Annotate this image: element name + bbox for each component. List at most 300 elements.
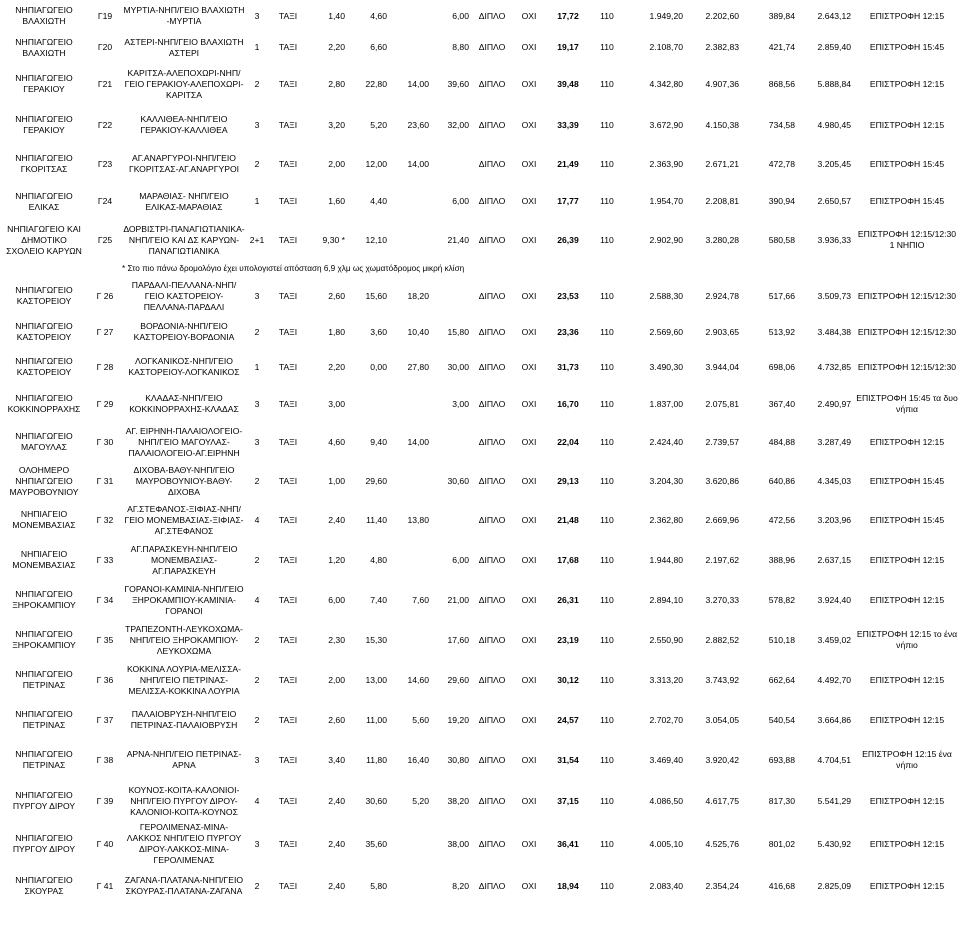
cell-route: ΚΑΡΙΤΣΑ-ΑΛΕΠΟΧΩΡΙ-ΝΗΠ/ΓΕΙΟ ΓΕΡΑΚΙΟΥ-ΑΛΕΠΟΧΩΡΙ-ΚΑΡΙΤΣΑ [124,67,244,100]
cell-route: ΚΛΑΔΑΣ-ΝΗΠ/ΓΕΙΟ ΚΟΚΚΙΝΟΡΡΑΧΗΣ-ΚΛΑΔΑΣ [129,393,239,414]
cell-school: ΝΗΠΙΑΓΩΓΕΙΟ ΠΕΤΡΙΝΑΣ [15,709,73,730]
cell-cost-c: 640,86 [768,475,795,486]
cell-code: Γ19 [97,10,113,21]
cell-cost-b: 3.270,33 [705,594,739,605]
cell-km-total: 6,00 [452,554,469,565]
cell-km-empty: 2,40 [328,838,345,849]
cell-type: ΔΙΠΛΟ [478,10,506,21]
cell-cost-d: 5.541,29 [817,795,851,806]
cell-cost-c: 698,06 [768,361,795,372]
cell-cost-c: 817,30 [768,795,795,806]
cell-cost-a: 3.469,40 [649,754,683,765]
cell-cost-day: 17,77 [557,196,579,206]
cell-km-a: 0,00 [370,361,387,372]
cell-students: 3 [254,398,260,409]
cell-cost-c: 734,58 [768,119,795,130]
cell-km-total: 39,60 [447,78,469,89]
cell-km-b: 27,80 [407,361,429,372]
cell-km-empty: 2,40 [328,514,345,525]
cell-school: ΝΗΠΙΑΓΩΓΕΙΟ ΠΥΡΓΟΥ ΔΙΡΟΥ [12,790,76,811]
cell-school: ΝΗΠΙΑΓΩΓΕΙΟ ΣΚΟΥΡΑΣ [15,875,73,896]
cell-days: 110 [600,42,614,52]
cell-vehicle: ΤΑΞΙ [278,398,298,409]
cell-cost-a: 2.363,90 [649,158,683,169]
cell-km-a: 9,40 [370,436,387,447]
cell-vehicle: ΤΑΞΙ [278,119,298,130]
cell-cost-b: 4.525,76 [705,838,739,849]
cell-school: ΝΗΠΙΑΓΩΓΕΙΟ ΚΑΣΤΟΡΕΙΟΥ [15,285,73,306]
cell-return: ΕΠΙΣΤΡΟΦΗ 15:45 [869,42,945,52]
cell-km-a [348,386,390,422]
table-row [0,220,960,260]
cell-code: Γ 36 [96,674,114,685]
cell-accompany: ΟΧΙ [521,714,537,725]
cell-students: 4 [254,594,260,605]
cell-school: ΝΗΠΙΑΓΩΓΕΙΟ ΚΑΣΤΟΡΕΙΟΥ [15,321,73,342]
cell-km-total: 6,00 [452,10,469,21]
cell-vehicle: ΤΑΞΙ [278,290,298,301]
cell-cost-b: 2.924,78 [705,290,739,301]
cell-km-a: 11,00 [366,714,387,725]
cell-route: ΜΑΡΑΘΙΑΣ- ΝΗΠ/ΓΕΙΟ ΕΛΙΚΑΣ-ΜΑΡΑΘΙΑΣ [139,190,229,212]
cell-type: ΔΙΠΛΟ [478,475,506,486]
cell-cost-c: 367,40 [768,398,795,409]
cell-school: ΟΛΟΗΜΕΡΟ ΝΗΠΙΑΓΩΓΕΙΟ ΜΑΥΡΟΒΟΥΝΙΟΥ [9,464,79,497]
cell-km-b [390,822,432,866]
table-row [0,422,960,462]
cell-cost-a: 2.083,40 [649,880,683,891]
cell-code: Γ 29 [96,398,114,409]
cell-route: ΑΓ.ΑΝΑΡΓΥΡΟΙ-ΝΗΠ/ΓΕΙΟ ΓΚΟΡΙΤΣΑΣ-ΑΓ.ΑΝΑΡΓΥΡΟΙ [128,153,240,174]
cell-cost-a: 2.108,70 [649,42,683,52]
cell-vehicle: ΤΑΞΙ [278,42,298,52]
cell-cost-a: 2.424,40 [649,436,683,447]
cell-vehicle: ΤΑΞΙ [278,754,298,765]
table-row [0,580,960,620]
cell-km-b: 16,40 [407,754,429,765]
cell-cost-c: 472,78 [768,158,795,169]
cell-cost-b: 2.903,65 [705,326,739,337]
cell-cost-d: 4.492,70 [817,674,851,685]
cell-cost-d: 3.936,33 [817,234,851,245]
cell-cost-a: 2.569,60 [649,326,683,337]
cell-accompany: ΟΧΙ [521,158,537,169]
cell-type: ΔΙΠΛΟ [478,795,506,806]
cell-km-total: 29,60 [447,674,469,685]
cell-accompany: ΟΧΙ [521,234,537,245]
cell-cost-a: 2.894,10 [649,594,683,605]
cell-cost-d: 3.205,45 [817,158,851,169]
cell-school: ΝΗΠΙΑΓΩΓΕΙΟ ΠΕΤΡΙΝΑΣ [15,749,73,770]
cell-return: ΕΠΙΣΤΡΟΦΗ 12:15 το ένα νήπιο [856,629,958,650]
cell-cost-c: 868,56 [768,78,795,89]
cell-cost-c: 510,18 [768,634,795,645]
cell-accompany: ΟΧΙ [521,838,537,849]
cell-type: ΔΙΠΛΟ [478,196,506,206]
table-row [0,276,960,316]
cell-type: ΔΙΠΛΟ [478,754,506,765]
cell-route: ΚΟΚΚΙΝΑ ΛΟΥΡΙΑ-ΜΕΛΙΣΣΑ-ΝΗΠ/ΓΕΙΟ ΠΕΤΡΙΝΑΣ-ΜΕΛΙΣΣΑ-ΚΟΚΚΙΝΑ ΛΟΥΡΙΑ [126,663,242,696]
cell-vehicle: ΤΑΞΙ [278,795,298,806]
table-row [0,32,960,63]
cell-cost-a: 3.204,30 [649,475,683,486]
cell-cost-c: 580,58 [768,234,795,245]
cell-days: 110 [600,361,614,372]
cell-days: 110 [600,880,614,891]
cell-cost-b: 4.617,75 [705,795,739,806]
cell-students: 2 [254,674,260,685]
cell-km-a: 7,40 [370,594,387,605]
cell-cost-day: 23,36 [557,326,579,337]
cell-cost-b: 2.671,21 [705,158,739,169]
cell-return: ΕΠΙΣΤΡΟΦΗ 15:45 [869,196,945,206]
cell-vehicle: ΤΑΞΙ [278,475,298,486]
cell-km-b: 10,40 [407,326,429,337]
cell-cost-c: 693,88 [768,754,795,765]
cell-km-total: 21,00 [447,594,469,605]
table-row [0,145,960,183]
cell-cost-a: 1.837,00 [649,398,683,409]
cell-km-empty: 3,20 [328,119,345,130]
cell-school: ΝΗΠΙΑΓΩΓΕΙΟ ΚΟΚΚΙΝΟΡΡΑΧΗΣ [7,393,81,414]
cell-days: 110 [600,196,614,206]
cell-type: ΔΙΠΛΟ [478,78,506,89]
cell-km-b: 18,20 [407,290,429,301]
cell-accompany: ΟΧΙ [521,326,537,337]
cell-days: 110 [600,158,614,169]
cell-route: ΖΑΓΑΝΑ-ΠΛΑΤΑΝΑ-ΝΗΠ/ΓΕΙΟ ΣΚΟΥΡΑΣ-ΠΛΑΤΑΝΑ-ΖΑΓΑΝΑ [124,875,244,896]
table-row [0,866,960,906]
cell-days: 110 [600,795,614,806]
cell-km-b: 14,00 [407,158,429,169]
cell-students: 2 [254,880,260,891]
cell-accompany: ΟΧΙ [521,754,537,765]
cell-vehicle: ΤΑΞΙ [278,594,298,605]
cell-km-total: 17,60 [447,634,469,645]
cell-km-b: 23,60 [407,119,429,130]
cell-km-total: 19,20 [447,714,469,725]
cell-accompany: ΟΧΙ [521,42,537,52]
cell-cost-day: 23,53 [557,290,579,301]
cell-cost-day: 31,73 [557,361,579,372]
cell-code: Γ 40 [96,838,114,849]
cell-cost-b: 2.382,83 [705,42,739,52]
cell-students: 3 [254,754,260,765]
cell-cost-day: 33,39 [557,119,579,130]
cell-school: ΝΗΠΙΑΓΩΓΕΙΟ ΒΛΑΧΙΩΤΗ [15,36,73,58]
cell-code: Γ 28 [96,361,114,372]
cell-cost-day: 26,31 [557,594,579,605]
cell-students: 2 [254,326,260,337]
cell-km-a: 4,80 [370,554,387,565]
cell-km-b [390,0,432,32]
cell-return: ΕΠΙΣΤΡΟΦΗ 15:45 τα δυο νήπια [856,393,958,414]
cell-return: ΕΠΙΣΤΡΟΦΗ 12:15/12:30 [857,290,957,301]
cell-cost-a: 4.342,80 [649,78,683,89]
cell-cost-a: 3.313,20 [649,674,683,685]
cell-vehicle: ΤΑΞΙ [278,436,298,447]
cell-return: ΕΠΙΣΤΡΟΦΗ 12:15/12:30 1 ΝΗΠΙΟ [857,229,957,250]
cell-vehicle: ΤΑΞΙ [278,326,298,337]
cell-days: 110 [600,754,614,765]
cell-km-empty: 1,80 [328,326,345,337]
cell-school: ΝΗΠΙΑΓΩΓΕΙΟ ΞΗΡΟΚΑΜΠΙΟΥ [12,629,76,650]
cell-code: Γ 39 [96,795,114,806]
cell-cost-a: 1.954,70 [649,196,683,206]
cell-return: ΕΠΙΣΤΡΟΦΗ 12:15 [869,795,945,806]
cell-km-total: 15,80 [447,326,469,337]
cell-cost-b: 3.280,28 [705,234,739,245]
cell-km-total: 30,00 [447,361,469,372]
cell-code: Γ 41 [96,880,114,891]
cell-route: ΛΟΓΚΑΝΙΚΟΣ-ΝΗΠ/ΓΕΙΟ ΚΑΣΤΟΡΕΙΟΥ-ΛΟΓΚΑΝΙΚΟΣ [128,356,240,377]
cell-return: ΕΠΙΣΤΡΟΦΗ 12:15 [869,594,945,605]
cell-cost-b: 2.208,81 [705,196,739,206]
cell-cost-c: 801,02 [768,838,795,849]
cell-cost-b: 2.739,57 [705,436,739,447]
cell-km-empty: 2,40 [328,880,345,891]
cell-days: 110 [600,714,614,725]
cell-km-total: 8,80 [452,42,469,52]
cell-cost-a: 2.702,70 [649,714,683,725]
cell-km-a: 30,60 [365,795,387,806]
cell-km-b: 14,60 [407,674,429,685]
cell-cost-day: 19,17 [557,42,579,52]
cell-accompany: ΟΧΙ [521,634,537,645]
cell-vehicle: ΤΑΞΙ [278,838,298,849]
cell-cost-day: 30,12 [557,674,579,685]
cell-cost-a: 2.588,30 [649,290,683,301]
cell-cost-b: 2.075,81 [705,398,739,409]
cell-cost-b: 3.054,05 [705,714,739,725]
cell-days: 110 [600,398,614,409]
cell-return: ΕΠΙΣΤΡΟΦΗ 12:15 [869,714,945,725]
cell-cost-c: 540,54 [768,714,795,725]
cell-days: 110 [600,594,614,605]
cell-code: Γ 33 [96,554,114,565]
cell-cost-b: 2.669,96 [705,514,739,525]
table-row [0,740,960,780]
cell-km-a: 11,40 [366,514,387,525]
cell-cost-day: 18,94 [557,880,579,891]
cell-route: ΠΑΡΔΑΛΙ-ΠΕΛΛΑΝΑ-ΝΗΠ/ΓΕΙΟ ΚΑΣΤΟΡΕΙΟΥ-ΠΕΛΛΑΝΑ-ΠΑΡΔΑΛΙ [131,279,237,312]
cell-school: ΝΗΠΙΑΓΩΓΕΙΟ ΜΑΓΟΥΛΑΣ [15,431,73,452]
table-row [0,620,960,660]
cell-cost-d: 2.490,97 [817,398,851,409]
cell-km-empty: 2,30 [328,634,345,645]
cell-cost-c: 484,88 [768,436,795,447]
cell-cost-d: 2.637,15 [817,554,851,565]
cell-accompany: ΟΧΙ [521,674,537,685]
cell-cost-day: 22,04 [557,436,579,447]
cell-code: Γ 38 [96,754,114,765]
cell-cost-b: 2.882,52 [705,634,739,645]
cell-days: 110 [600,290,614,301]
cell-cost-day: 17,72 [557,10,579,21]
cell-cost-b: 2.354,24 [705,880,739,891]
cell-km-a: 22,80 [365,78,387,89]
cell-km-total [432,276,472,316]
cell-cost-d: 2.643,12 [817,10,851,21]
table-row [0,780,960,822]
cell-days: 110 [600,10,614,21]
cell-accompany: ΟΧΙ [521,594,537,605]
cell-vehicle: ΤΑΞΙ [278,158,298,169]
cell-km-b [390,386,432,422]
cell-km-total: 21,40 [447,234,469,245]
table-row [0,540,960,580]
cell-school: ΝΗΠΙΑΓΩΓΕΙΟ ΚΑΙ ΔΗΜΟΤΙΚΟ ΣΧΟΛΕΙΟ ΚΑΡΥΩΝ [6,223,82,256]
cell-cost-b: 2.197,62 [705,554,739,565]
cell-accompany: ΟΧΙ [521,196,537,206]
cell-km-a: 3,60 [370,326,387,337]
cell-type: ΔΙΠΛΟ [478,514,506,525]
cell-cost-c: 416,68 [768,880,795,891]
cell-code: Γ24 [97,196,113,206]
cell-type: ΔΙΠΛΟ [478,594,506,605]
cell-accompany: ΟΧΙ [521,554,537,565]
cell-cost-d: 3.484,38 [817,326,851,337]
cell-cost-a: 2.902,90 [649,234,683,245]
cell-cost-a: 3.490,30 [649,361,683,372]
cell-cost-day: 37,15 [557,795,579,806]
cell-return: ΕΠΙΣΤΡΟΦΗ 15:45 [869,475,945,486]
cell-cost-c: 662,64 [768,674,795,685]
cell-students: 2 [254,634,260,645]
cell-km-empty: 6,00 [328,594,345,605]
cell-route: ΒΟΡΔΟΝΙΑ-ΝΗΠ/ΓΕΙΟ ΚΑΣΤΟΡΕΙΟΥ-ΒΟΡΔΟΝΙΑ [133,321,235,342]
cell-cost-c: 421,74 [768,42,795,52]
cell-accompany: ΟΧΙ [521,880,537,891]
cell-km-empty: 2,20 [328,361,345,372]
cell-cost-d: 2.650,57 [817,196,851,206]
cell-km-empty: 3,40 [328,754,345,765]
cell-km-total: 30,60 [447,475,469,486]
cell-km-b: 13,80 [407,514,429,525]
cell-vehicle: ΤΑΞΙ [278,714,298,725]
cell-cost-day: 39,48 [557,78,579,89]
cell-km-a: 4,60 [370,10,387,21]
cell-return: ΕΠΙΣΤΡΟΦΗ 12:15 [869,78,945,89]
cell-cost-d: 3.509,73 [817,290,851,301]
cell-km-empty: 1,20 [328,554,345,565]
cell-route: ΠΑΛΑΙΟΒΡΥΣΗ-ΝΗΠ/ΓΕΙΟ ΠΕΤΡΙΝΑΣ-ΠΑΛΑΙΟΒΡΥΣΗ [130,709,238,730]
cell-code: Γ 32 [96,514,114,525]
footnote-spacer [0,260,122,276]
cell-cost-day: 21,48 [557,514,579,525]
cell-km-total: 3,00 [452,398,469,409]
cell-students: 4 [254,795,260,806]
cell-school: ΝΗΠΙΑΓΕΙΟ ΜΟΝΕΜΒΑΣΙΑΣ [12,549,76,570]
cell-route: ΑΓ.ΠΑΡΑΣΚΕΥΗ-ΝΗΠ/ΓΕΙΟ ΜΟΝΕΜΒΑΣΙΑΣ-ΑΓ.ΠΑΡΑΣΚΕΥΗ [130,543,238,576]
cell-accompany: ΟΧΙ [521,361,537,372]
cell-cost-d: 3.459,02 [817,634,851,645]
cell-vehicle: ΤΑΞΙ [278,674,298,685]
cell-accompany: ΟΧΙ [521,795,537,806]
cell-route: ΔΙΧΟΒΑ-ΒΑΘΥ-ΝΗΠ/ΓΕΙΟ ΜΑΥΡΟΒΟΥΝΙΟΥ-ΒΑΘΥ-ΔΙΧΟΒΑ [133,464,235,497]
cell-cost-d: 5.888,84 [817,78,851,89]
cell-school: ΝΗΠΙΑΓΩΓΕΙΟ ΠΕΤΡΙΝΑΣ [15,669,73,690]
cell-code: Γ20 [97,42,113,52]
cell-cost-day: 24,57 [557,714,579,725]
cell-cost-d: 3.287,49 [817,436,851,447]
cell-code: Γ23 [97,158,113,169]
table-row [0,183,960,220]
cell-cost-d: 4.704,51 [817,754,851,765]
cell-code: Γ 27 [96,326,114,337]
cell-code: Γ 34 [96,594,114,605]
cell-days: 110 [600,514,614,525]
cell-cost-a: 1.949,20 [649,10,683,21]
cell-cost-c: 389,84 [768,10,795,21]
cell-students: 3 [254,10,260,21]
cell-type: ΔΙΠΛΟ [478,42,506,52]
cell-return: ΕΠΙΣΤΡΟΦΗ 12:15 ένα νήπιο [862,749,952,770]
cell-cost-d: 3.203,96 [817,514,851,525]
cell-km-b: 7,60 [412,594,429,605]
cell-school: ΝΗΠΙΑΓΩΓΕΙΟ ΕΛΙΚΑΣ [15,190,73,212]
cell-km-empty: 2,60 [328,290,345,301]
cell-students: 3 [254,290,260,301]
cell-accompany: ΟΧΙ [521,514,537,525]
cell-route: ΚΑΛΛΙΘΕΑ-ΝΗΠ/ΓΕΙΟ ΓΕΡΑΚΙΟΥ-ΚΑΛΛΙΘΕΑ [140,114,228,135]
cell-students: 2 [254,78,260,89]
cell-type: ΔΙΠΛΟ [478,290,506,301]
table-row [0,700,960,740]
cell-return: ΕΠΙΣΤΡΟΦΗ 12:15 [869,880,945,891]
cell-days: 110 [600,78,614,89]
cell-type: ΔΙΠΛΟ [478,234,506,245]
cell-cost-a: 3.672,90 [649,119,683,130]
table-row [0,316,960,348]
table-row [0,348,960,386]
cell-type: ΔΙΠΛΟ [478,714,506,725]
cell-school: ΝΗΠΙΑΓΩΓΕΙΟ ΓΕΡΑΚΙΟΥ [15,114,73,135]
cell-return: ΕΠΙΣΤΡΟΦΗ 12:15/12:30 [857,361,957,372]
cell-cost-d: 4.732,85 [817,361,851,372]
cell-code: Γ 30 [96,436,114,447]
cell-cost-day: 23,19 [557,634,579,645]
cell-return: ΕΠΙΣΤΡΟΦΗ 12:15 [869,119,945,130]
cell-days: 110 [600,674,614,685]
cell-type: ΔΙΠΛΟ [478,326,506,337]
cell-km-a: 6,60 [370,42,387,52]
cell-cost-b: 4.150,38 [705,119,739,130]
footnote-row [0,260,960,276]
cell-students: 2 [254,158,260,169]
cell-vehicle: ΤΑΞΙ [278,514,298,525]
cell-km-a: 29,60 [365,475,387,486]
cell-km-total [432,500,472,540]
cell-accompany: ΟΧΙ [521,290,537,301]
cell-days: 110 [600,326,614,337]
cell-km-b [390,220,432,260]
table-row [0,63,960,105]
cell-code: Γ22 [97,119,113,130]
cell-cost-b: 2.202,60 [705,10,739,21]
cell-type: ΔΙΠΛΟ [478,436,506,447]
cell-km-total [432,145,472,183]
cell-return: ΕΠΙΣΤΡΟΦΗ 12:15/12:30 [857,326,957,337]
cell-return: ΕΠΙΣΤΡΟΦΗ 15:45 [869,514,945,525]
cell-cost-d: 4.980,45 [817,119,851,130]
cell-km-empty: 2,00 [328,158,345,169]
cell-cost-a: 2.550,90 [649,634,683,645]
table-row [0,500,960,540]
cell-days: 110 [600,436,614,447]
cell-route: ΓΕΡΟΛΙΜΕΝΑΣ-ΜΙΝΑ-ΛΑΚΚΟΣ ΝΗΠ/ΓΕΙΟ ΠΥΡΓΟΥ ΔΙΡΟΥ-ΛΑΚΚΟΣ-ΜΙΝΑ-ΓΕΡΟΛΙΜΕΝΑΣ [126,822,242,865]
cell-cost-day: 21,49 [557,158,579,169]
